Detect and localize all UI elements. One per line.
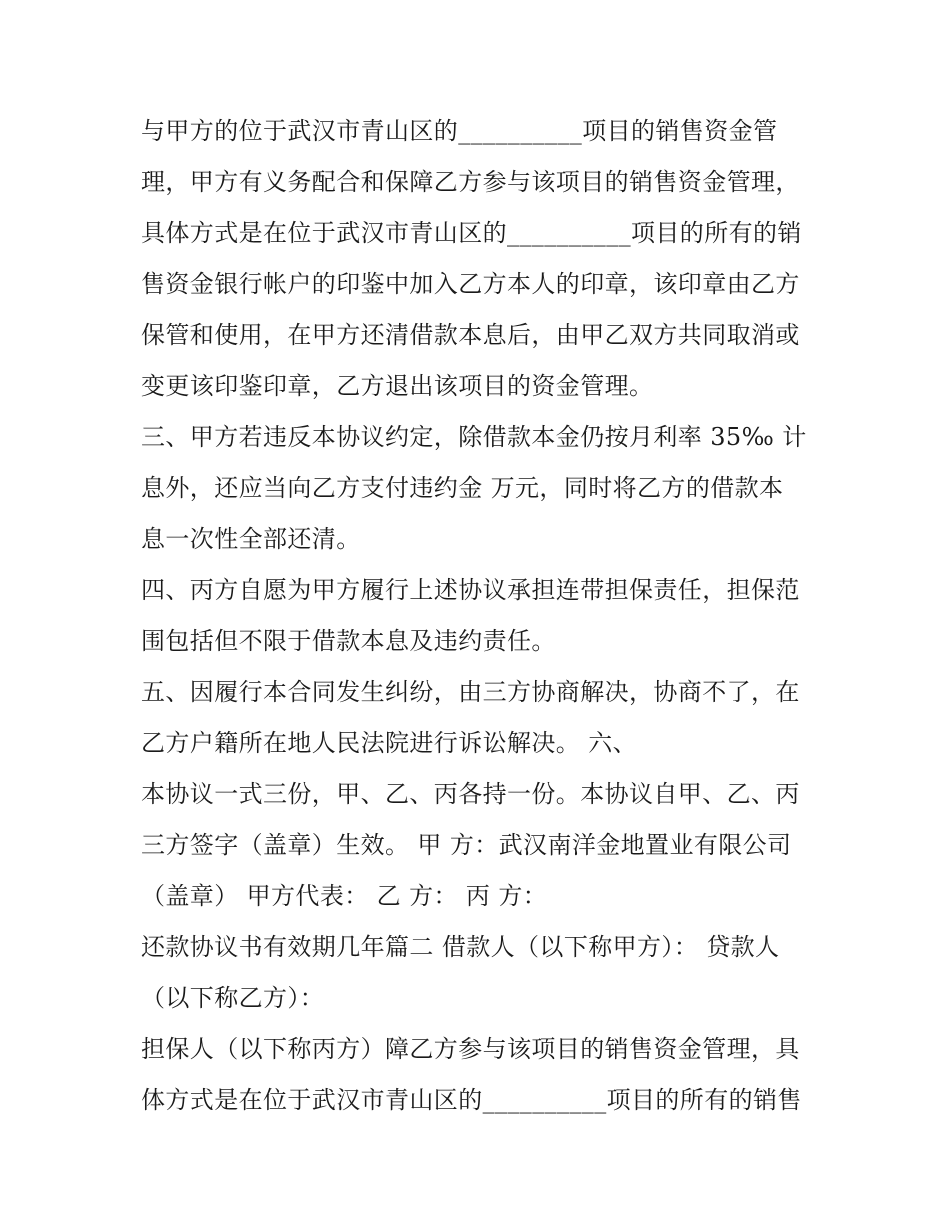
- text-line-content: 变更该印鉴印章，乙方退出该项目的资金管理。: [141, 372, 654, 400]
- text-line: [141, 676, 800, 708]
- text-line-content: 保管和使用，在甲方还清借款本息后，由甲乙双方共同取消或: [141, 321, 800, 349]
- text-line-content: 乙方户籍所在地人民法院进行诉讼解决。 六、: [141, 729, 638, 757]
- text-line-content: 售资金银行帐户的印鉴中加入乙方本人的印章，该印章由乙方: [141, 270, 800, 298]
- text-line: [141, 829, 791, 861]
- text-line: [141, 166, 800, 198]
- text-line: [141, 982, 324, 1014]
- text-line-content: 四、丙方自愿为甲方履行上述协议承担连带担保责任，担保范: [141, 576, 800, 604]
- text-line-content: 体方式是在位于武汉市青山区的__________项目的所有的销售: [141, 1086, 802, 1114]
- text-line-content: 与甲方的位于武汉市青山区的__________项目的销售资金管: [141, 117, 778, 145]
- text-line-content: （盖章） 甲方代表： 乙 方： 丙 方：: [141, 882, 548, 910]
- text-line-content: 担保人（以下称丙方）障乙方参与该项目的销售资金管理，具: [141, 1035, 800, 1063]
- text-line-content: 本协议一式三份，甲、乙、丙各持一份。本协议自甲、乙、丙: [141, 780, 800, 808]
- text-line: [141, 421, 807, 453]
- text-line-content: 息一次性全部还清。: [141, 525, 361, 553]
- text-line-content: 理，甲方有义务配合和保障乙方参与该项目的销售资金管理，: [141, 168, 800, 196]
- text-line-content: 三、甲方若违反本协议约定，除借款本金仍按月利率 35‰ 计: [141, 423, 807, 451]
- text-line-content: 具体方式是在位于武汉市青山区的__________项目的所有的销: [141, 219, 802, 247]
- text-line: [141, 115, 777, 147]
- text-line: [141, 523, 361, 555]
- text-line: [141, 1033, 800, 1065]
- text-line-content: （以下称乙方）：: [141, 984, 325, 1012]
- text-line: [141, 778, 800, 810]
- text-line: [141, 727, 637, 759]
- text-line: [141, 268, 800, 300]
- text-line: [141, 472, 783, 504]
- text-line: [141, 625, 556, 657]
- text-line-content: 五、因履行本合同发生纠纷，由三方协商解决，协商不了，在: [141, 678, 800, 706]
- text-line-content: 还款协议书有效期几年篇二 借款人（以下称甲方）： 贷款人: [141, 933, 780, 961]
- text-line: [141, 880, 547, 912]
- text-line: [141, 931, 779, 963]
- text-line: [141, 217, 802, 249]
- text-line-content: 围包括但不限于借款本息及违约责任。: [141, 627, 556, 655]
- text-line: [141, 370, 653, 402]
- text-line: [141, 319, 800, 351]
- text-line: [141, 1084, 802, 1116]
- text-line-content: 三方签字（盖章）生效。 甲 方：武汉南洋金地置业有限公司: [141, 831, 792, 859]
- text-line-content: 息外，还应当向乙方支付违约金 万元，同时将乙方的借款本: [141, 474, 784, 502]
- text-line: [141, 574, 800, 606]
